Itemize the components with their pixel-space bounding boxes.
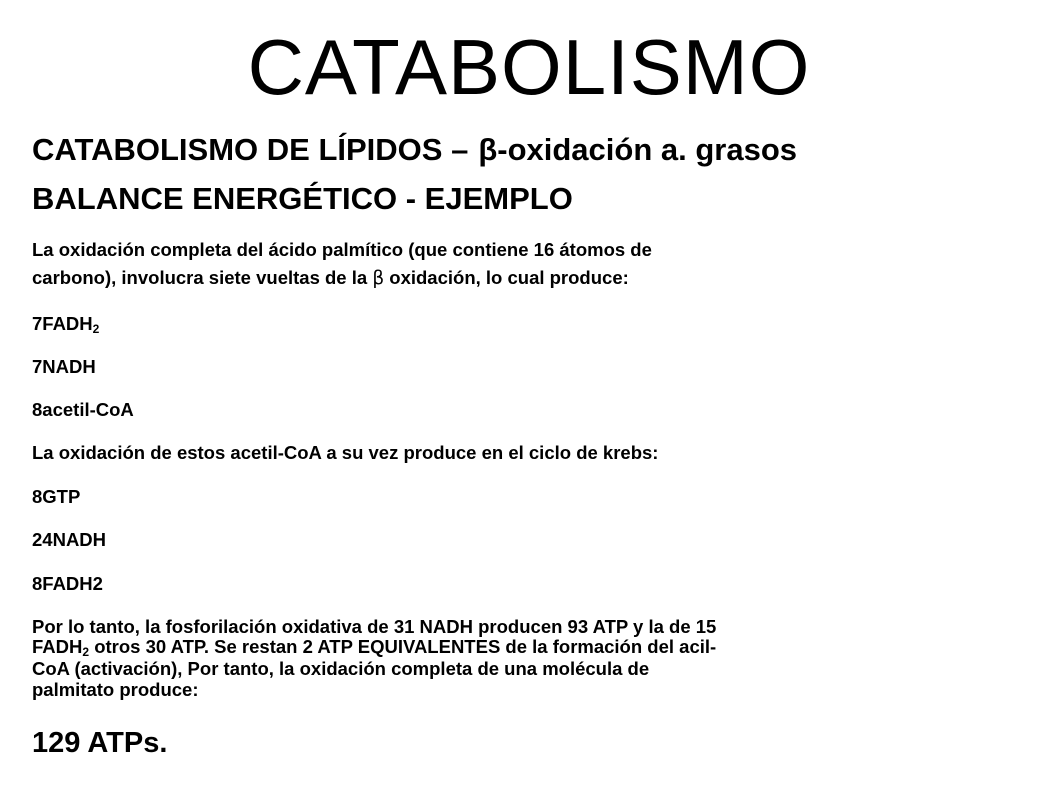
subtitle-right: β-oxidación a. grasos [478, 132, 798, 167]
conclusion-line-4: palmitato produce: [32, 679, 199, 700]
intro-line-2: carbono), involucra siete vueltas de la β oxidación, lo cual produce: [32, 267, 629, 289]
list-item-nadh: 7NADH [32, 356, 96, 377]
list-item-fadh2: 7FADH2 [32, 313, 100, 336]
list-item-gtp: 8GTP [32, 486, 81, 507]
subtitle-catabolismo-lipidos [32, 132, 797, 168]
beta-symbol: β [372, 268, 385, 289]
result-total-atp: 129 ATPs. [32, 727, 168, 759]
page-title: CATABOLISMO [247, 23, 811, 111]
krebs-line: La oxidación de estos acetil-CoA a su vez produce en el ciclo de krebs: [32, 442, 659, 463]
subtitle-balance-energetico: BALANCE ENERGÉTICO - EJEMPLO [32, 181, 573, 216]
subtitle-left: CATABOLISMO DE LÍPIDOS – [32, 132, 469, 167]
conclusion-line-1: Por lo tanto, la fosforilación oxidativa de 31 NADH producen 93 ATP y la de 15 [32, 616, 717, 637]
list-item-24nadh: 24NADH [32, 529, 107, 550]
list-item-acetil-coa: 8acetil-CoA [32, 399, 134, 420]
conclusion-line-2: FADH2 otros 30 ATP. Se restan 2 ATP EQUIVALENTES de la formación del acil- [32, 636, 717, 659]
list-item-8fadh2: 8FADH2 [32, 573, 103, 594]
intro-line-1: La oxidación completa del ácido palmítico (que contiene 16 átomos de [32, 239, 652, 260]
conclusion-line-3: CoA (activación), Por tanto, la oxidación completa de una molécula de [32, 658, 650, 679]
